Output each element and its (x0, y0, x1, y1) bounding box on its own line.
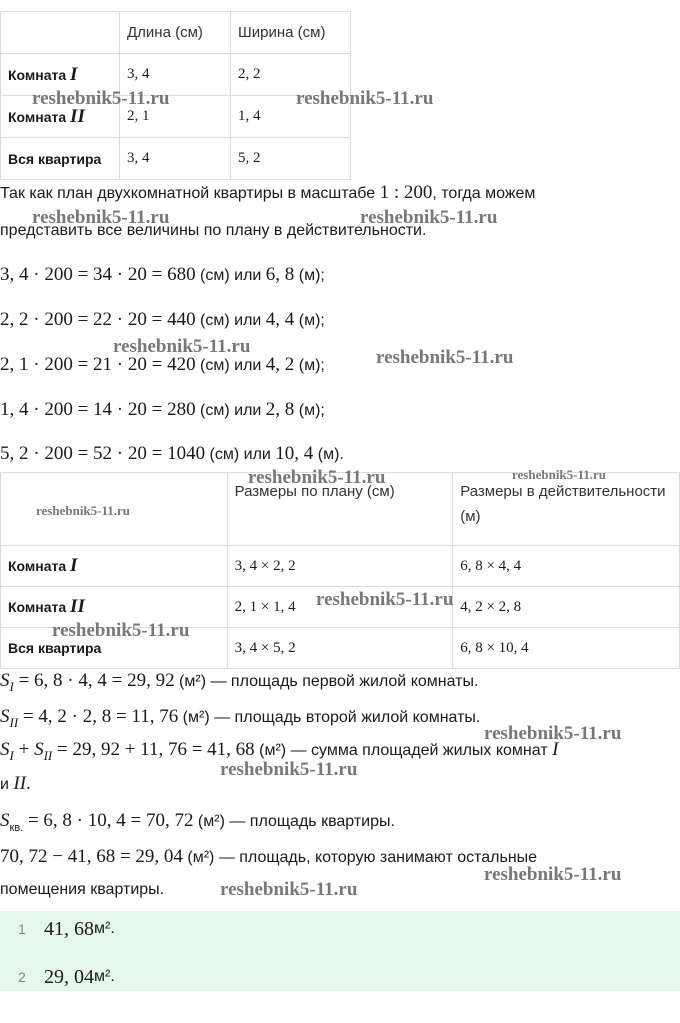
answer-unit: м². (94, 968, 115, 985)
calc-line: 2, 2 · 200 = 22 · 20 = 440 (см) или 4, 4 (м); (0, 309, 325, 330)
watermark: reshebnik5-11.ru (248, 467, 386, 488)
watermark: reshebnik5-11.ru (32, 207, 170, 228)
area-room2-line: $S_{II} = 4$, 2 · 2, 8 = 11, 76 (м²) — площадь второй жилой комнаты. (0, 706, 481, 730)
watermark: reshebnik5-11.ru (32, 88, 170, 109)
row-label: Комната II (1, 587, 228, 628)
watermark: reshebnik5-11.ru (52, 620, 190, 641)
calc-line: 1, 4 · 200 = 14 · 20 = 280 (см) или 2, 8 (м); (0, 399, 325, 420)
row-label: Комната I (1, 546, 228, 587)
intro-line-2: представить все величины по плану в действительности. (0, 222, 427, 239)
table-header-cell: Длина (см) (120, 12, 231, 54)
table-row (1, 546, 680, 587)
table-header-cell: Размеры в действительности (м) (453, 473, 680, 546)
watermark: reshebnik5-11.ru (316, 589, 454, 610)
table-cell: 2, 1 (120, 96, 231, 138)
calc-line: 3, 4 · 200 = 34 · 20 = 680 (см) или 6, 8 (м); (0, 264, 325, 285)
row-label: Комната I (1, 54, 120, 96)
table-cell: 1, 4 (231, 96, 351, 138)
table-cell: 3, 4 (120, 138, 231, 180)
answer-number: 1 (18, 921, 26, 937)
answer-value: 29, 04 (44, 965, 94, 988)
area-diff-line-cont: помещения квартиры. (0, 881, 165, 898)
table-cell: 2, 2 (231, 54, 351, 96)
answer-item (0, 959, 115, 995)
watermark: reshebnik5-11.ru (220, 879, 358, 900)
answer-unit: м². (94, 920, 115, 937)
intro-line-1: Так как план двухкомнатной квартиры в масштабе 1 : 200, тогда можем (0, 182, 536, 203)
table-cell: 4, 2 × 2, 8 (453, 587, 680, 628)
watermark: reshebnik5-11.ru (512, 467, 607, 482)
watermark: reshebnik5-11.ru (296, 88, 434, 109)
answer-number: 2 (18, 969, 26, 985)
table-cell: 5, 2 (231, 138, 351, 180)
table-cell: 3, 4 (120, 54, 231, 96)
table-cell: 2, 1 × 1, 4 (227, 587, 453, 628)
row-label: Комната II (1, 96, 120, 138)
watermark: reshebnik5-11.ru (360, 207, 498, 228)
row-label: Вся квартира (1, 138, 120, 180)
table-cell: 3, 4 × 2, 2 (227, 546, 453, 587)
watermark: reshebnik5-11.ru (484, 864, 622, 885)
area-sum-line-cont: и II. (0, 773, 31, 794)
table-cell: 3, 4 × 5, 2 (227, 628, 453, 669)
area-diff-line: 70, 72 − 41, 68 = 29, 04 (м²) — площадь, которую занимают остальные (0, 846, 538, 867)
area-sum-line: $S_I + S_{II} = 29$, 92 + 11, 76 = 41, 68 (м²) — сумма площадей жилых комнат I (0, 739, 559, 763)
answers-block (0, 911, 680, 991)
answer-value: 41, 68 (44, 917, 94, 940)
table-row (1, 138, 351, 180)
watermark: reshebnik5-11.ru (220, 759, 358, 780)
table-header-cell: Ширина (см) (231, 12, 351, 54)
area-room1-line: $S_I = 6$, 8 · 4, 4 = 29, 92 (м²) — площадь первой жилой комнаты. (0, 670, 479, 694)
answer-item (0, 911, 115, 947)
table-cell: 6, 8 × 4, 4 (453, 546, 680, 587)
table-header-cell (1, 12, 120, 54)
row-label: Вся квартира (1, 628, 228, 669)
calc-line: 5, 2 · 200 = 52 · 20 = 1040 (см) или 10, 4 (м). (0, 443, 344, 464)
watermark: reshebnik5-11.ru (376, 347, 514, 368)
watermark: reshebnik5-11.ru (36, 503, 131, 518)
table-header-cell: Размеры по плану (см) (227, 473, 453, 546)
watermark: reshebnik5-11.ru (113, 336, 251, 357)
calc-line: 2, 1 · 200 = 21 · 20 = 420 (см) или 4, 2 (м); (0, 354, 325, 375)
area-flat-line: $S_{кв.} = 6$, 8 · 10, 4 = 70, 72 (м²) — площадь квартиры. (0, 810, 395, 834)
table-cell: 6, 8 × 10, 4 (453, 628, 680, 669)
watermark: reshebnik5-11.ru (484, 723, 622, 744)
